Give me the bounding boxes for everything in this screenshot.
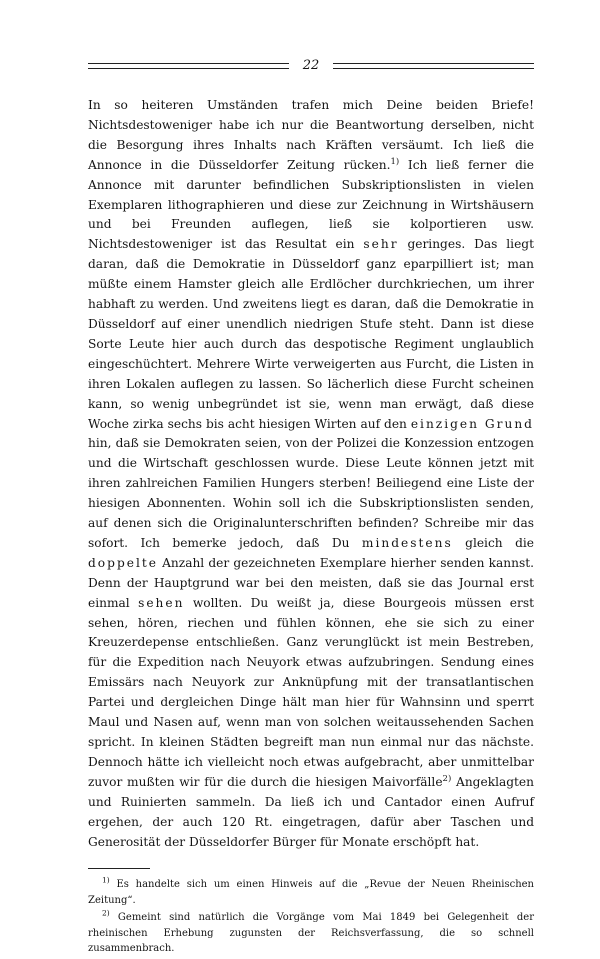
body-text-segment: Angeklagten und Ruinierten sammeln. Da ließ ich und Cantador einen Aufruf ergehen, der auch 120 Rt. eingetragen, dafür aber Taschen und Generosität der Düsseldorfer Bürger für Monate erschöpft hat. xyxy=(88,774,534,849)
footnote-1 xyxy=(88,877,534,908)
footnote-text: Gemeint sind natürlich die Vorgänge vom Mai 1849 bei Gelegenheit der rheinischen Erhebung zugunsten der Reichsverfassung, die so schnell zusammenbrach. xyxy=(88,912,534,955)
footnote-mark: 2) xyxy=(102,909,110,919)
footnote-2 xyxy=(88,910,534,957)
footnote-reference-1: 1) xyxy=(390,156,400,167)
spaced-emphasis: einzigen Grund xyxy=(410,416,534,431)
footnote-divider xyxy=(88,868,150,869)
body-text-segment: Ich ließ ferner die Annonce mit darunter befindlichen Subskriptionslisten in vielen Exemplaren lithographieren und diese zur Zeichnung in Wirtshäusern und bei Freunden auflegen, ließ sie kolportieren usw. Nichtsdestoweniger ist das Resultat ein xyxy=(88,157,535,252)
spaced-emphasis: mindestens xyxy=(361,535,453,550)
footnote-reference-2: 2) xyxy=(442,773,452,784)
spaced-emphasis: sehr xyxy=(363,237,399,252)
book-page xyxy=(88,56,534,959)
footnotes xyxy=(88,877,534,957)
spaced-emphasis: sehen xyxy=(138,595,185,610)
spaced-emphasis: doppelte xyxy=(88,555,158,570)
header-rule-right xyxy=(333,63,534,69)
body-text-segment: gleich die xyxy=(452,535,534,550)
footnote-mark: 1) xyxy=(102,876,110,886)
body-text-segment: geringes. Das liegt daran, daß die Demokratie in Düsseldorf ganz eparpilliert ist; man müßte einem Hamster gleich alle Erdlöcher durchkriechen, um ihrer habhaft zu werden. Und zweitens liegt es daran, daß die Demokratie in Düsseldorf auf einer unendlich niedrigen Stufe steht. Dann ist diese Sorte Leute hier auch durch das despotische Regiment unglaublich eingeschüchtert. Mehrere Wirte verweigerten aus Furcht, die Listen in ihren Lokalen auflegen zu lassen. So lächerlich diese Furcht scheinen kann, so wenig unbegründet ist sie, wenn man erwägt, daß diese Woche zirka sechs bis acht hiesigen Wirten auf den xyxy=(88,237,534,431)
header-rule-left xyxy=(88,63,289,69)
body-text-segment: Anzahl der gezeichneten Exemplare hierher senden kannst. Denn der Hauptgrund war bei den meisten, daß sie das Journal erst einmal xyxy=(88,555,534,610)
letter-body xyxy=(88,96,534,852)
page-number: 22 xyxy=(302,58,320,73)
body-text-segment: wollten. Du weißt ja, diese Bourgeois müssen erst sehen, hören, riechen und fühlen können, ehe sie sich zu einer Kreuzerdepense entschließen. Ganz verunglückt ist mein Bestreben, für die Expedition nach Neuyork etwas aufzubringen. Sendung eines Emissärs nach Neuyork zur Anknüpfung mit der transatlantischen Partei und dergleichen Dinge hält man hier für Wahnsinn und sperrt Maul und Nasen auf, wenn man von solchen weitaussehenden Sachen spricht. In kleinen Städten begreift man nun einmal nur das nächste. Dennoch hätte ich vielleicht noch etwas aufgebracht, aber unmittelbar zuvor mußten wir für die durch die hiesigen Maivorfälle xyxy=(88,595,534,789)
body-paragraph xyxy=(88,96,534,852)
footnote-text: Es handelte sich um einen Hinweis auf die „Revue der Neuen Rheinischen Zeitung“. xyxy=(88,879,534,906)
body-text-segment: hin, daß sie Demokraten seien, von der Polizei die Konzession entzogen und die Wirtschaft geschlossen wurde. Diese Leute können jetzt mit ihren zahlreichen Familien Hungers sterben! Beiliegend eine Liste der hiesigen Abonnenten. Wohin soll ich die Subskriptionslisten senden, auf denen sich die Originalunterschriften befinden? Schreibe mir das sofort. Ich bemerke jedoch, daß Du xyxy=(88,436,534,550)
body-text-segment: In so heiteren Umständen trafen mich Deine beiden Briefe! Nichtsdestoweniger habe ich nur die Beantwortung derselben, nicht die Besorgung ihres Inhalts nach Kräften versäumt. Ich ließ die Annonce in die Düsseldorfer Zeitung rücken. xyxy=(88,98,534,172)
page-header xyxy=(88,56,534,76)
